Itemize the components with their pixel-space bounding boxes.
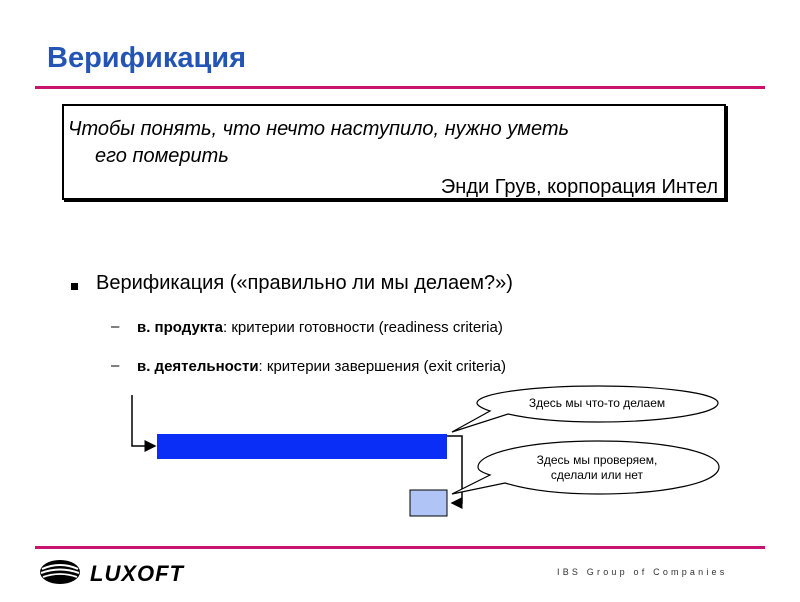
callout-1-text: Здесь мы что-то делаем (528, 396, 666, 410)
bottom-divider (35, 546, 765, 549)
sub-item-activity-desc: : критерии завершения (exit criteria) (258, 358, 507, 375)
footer-tagline: IBS Group of Companies (557, 567, 728, 577)
start-connector (132, 395, 155, 446)
quote-author: Энди Грув, корпорация Интел (440, 176, 718, 198)
activity-bar (157, 434, 447, 459)
globe-icon (40, 560, 80, 584)
luxoft-logo (38, 557, 248, 589)
sub-dash-1: – (111, 318, 120, 335)
callout-2-line-1: Здесь мы проверяем, (536, 453, 658, 467)
check-box (410, 490, 447, 516)
quote-line-1: Чтобы понять, что нечто наступило, нужно уметь (68, 118, 570, 140)
callout-2-text (490, 453, 704, 483)
sub-item-product-desc: : критерии готовности (readiness criteria) (223, 319, 503, 336)
quote-line-2: его померить (95, 145, 229, 167)
callout-2-line-2: сделали или нет (550, 468, 644, 482)
slide-title: Верификация (47, 42, 247, 74)
bullet-verification: Верификация («правильно ли мы делаем?») (96, 272, 513, 294)
sub-item-activity-term: в. деятельности (137, 358, 259, 375)
sub-item-product-term: в. продукта (137, 319, 223, 336)
sub-dash-2: – (111, 357, 120, 374)
logo-wordmark: LUXOFT (90, 561, 184, 586)
